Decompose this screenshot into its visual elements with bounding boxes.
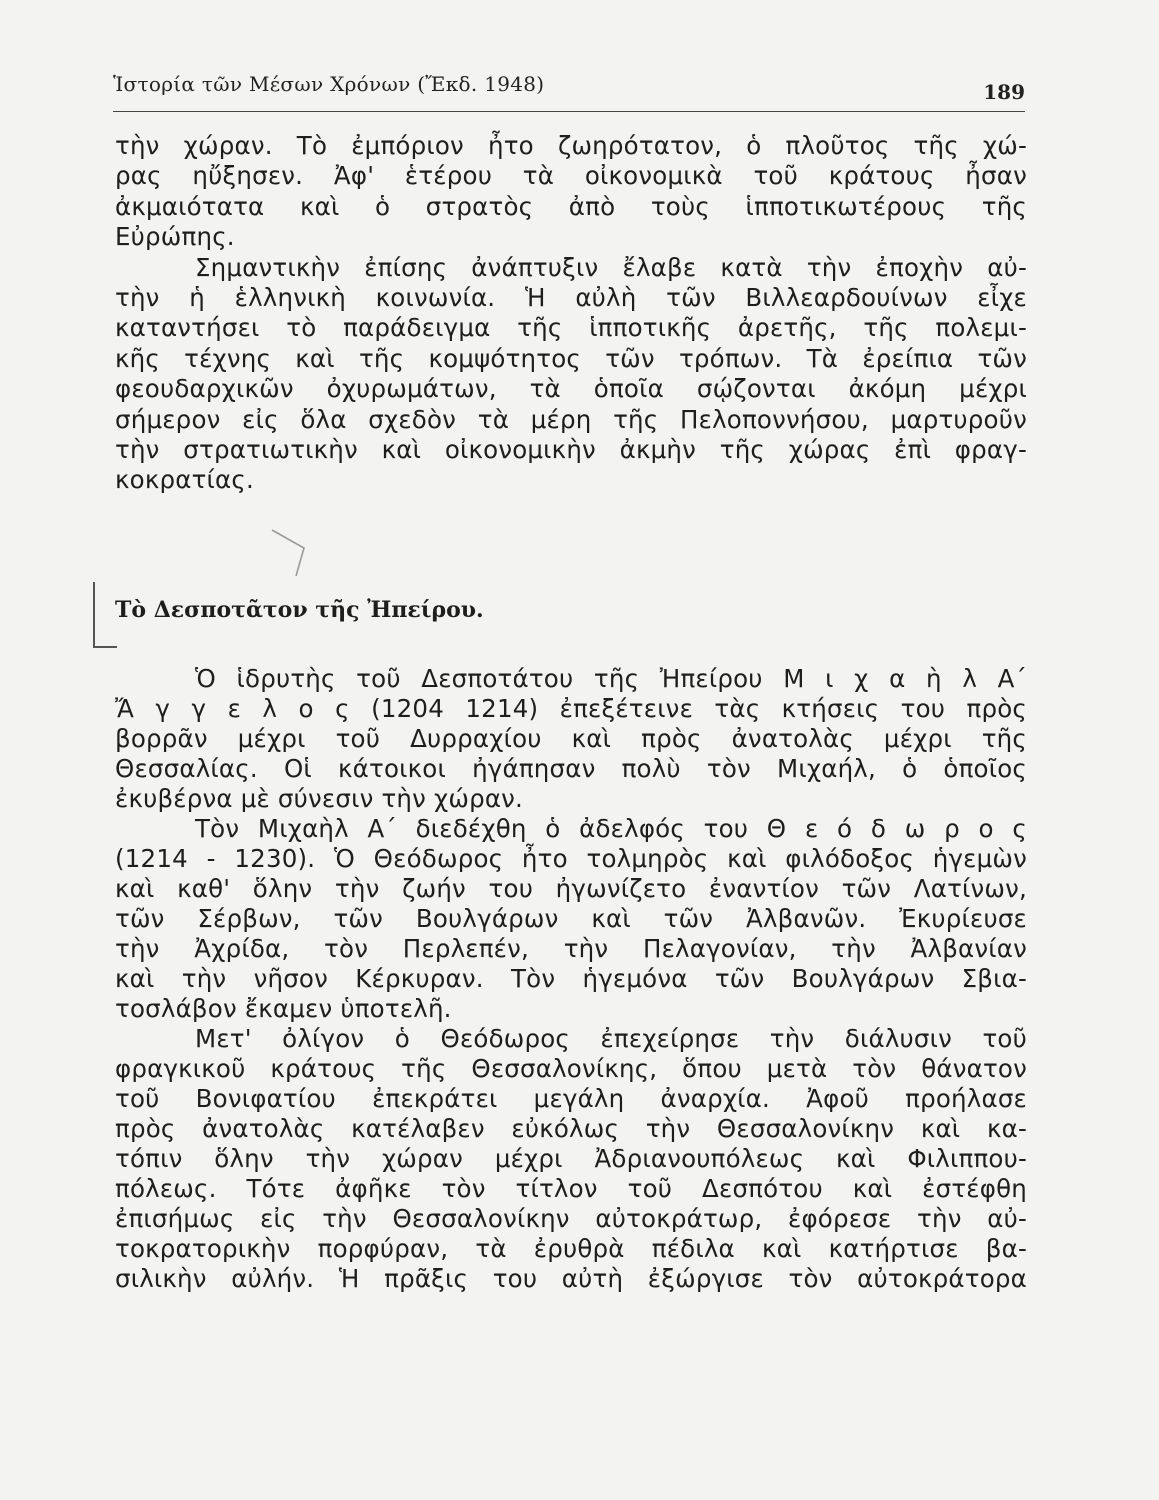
text-line: σήμερον εἰς ὅλα σχεδὸν τὰ μέρη τῆς Πελοποννήσου, μαρτυροῦν [115, 404, 1027, 434]
text-line: τὴν ἡ ἑλληνικὴ κοινωνία. Ἡ αὐλὴ τῶν Βιλλεαρδουίνων εἶχε [115, 282, 1027, 312]
text-line: Θεσσαλίας. Οἱ κάτοικοι ἠγάπησαν πολὺ τὸν Μιχαήλ, ὁ ὁποῖος [115, 754, 1027, 783]
text-line: Ὁ ἱδρυτὴς τοῦ Δεσποτάτου τῆς Ἠπείρου Μ ι χ α ὴ λ Α΄ [195, 664, 1027, 693]
header-title: Ἱστορία τῶν Μέσων Χρόνων (Ἔκδ. 1948) [113, 72, 545, 96]
text-line: τοσλάβον ἔκαμεν ὑποτελῆ. [115, 994, 452, 1023]
text-line: καὶ τὴν νῆσον Κέρκυραν. Τὸν ἡγεμόνα τῶν Βουλγάρων Σβια- [115, 964, 1027, 993]
text-line: Σημαντικὴν ἐπίσης ἀνάπτυξιν ἔλαβε κατὰ τὴν ἐποχὴν αὐ- [195, 252, 1027, 282]
paragraph-block-1 [115, 131, 1027, 496]
header-rule [113, 111, 1025, 112]
text-line: Τὸν Μιχαὴλ Α΄ διεδέχθη ὁ ἀδελφός του Θ ε ό δ ω ρ ο ς [195, 814, 1027, 843]
text-line: σιλικὴν αὐλήν. Ἡ πρᾶξις του αὐτὴ ἐξώργισε τὸν αὐτοκράτορα [115, 1264, 1027, 1293]
text-line: Ἄ γ γ ε λ ο ς (1204 1214) ἐπεξέτεινε τὰς κτήσεις του πρὸς [115, 694, 1027, 723]
text-line: ἐπισήμως εἰς τὴν Θεσσαλονίκην αὐτοκράτωρ, ἐφόρεσε τὴν αὐ- [115, 1204, 1027, 1233]
paragraph-block-2 [115, 664, 1027, 1294]
text-line: τοῦ Βονιφατίου ἐπεκράτει μεγάλη ἀναρχία. Ἀφοῦ προήλασε [115, 1084, 1027, 1113]
text-line: κοκρατίας. [115, 465, 254, 495]
text-line: τὴν Ἀχρίδα, τὸν Περλεπέν, τὴν Πελαγονίαν, τὴν Ἀλβανίαν [115, 934, 1027, 963]
text-line: ρας ηὔξησεν. Ἀφ' ἑτέρου τὰ οἰκονομικὰ τοῦ κράτους ἦσαν [115, 161, 1027, 191]
section-heading: Τὸ Δεσποτᾶτον τῆς Ἠπείρου. [115, 597, 484, 623]
text-line: πρὸς ἀνατολὰς κατέλαβεν εὐκόλως τὴν Θεσσαλονίκην καὶ κα- [115, 1114, 1027, 1143]
text-line: Εὐρώπης. [115, 222, 235, 252]
text-line: τῶν Σέρβων, τῶν Βουλγάρων καὶ τῶν Ἀλβανῶν. Ἐκυρίευσε [115, 904, 1027, 933]
text-line: κῆς τέχνης καὶ τῆς κομψότητος τῶν τρόπων. Τὰ ἐρείπια τῶν [115, 343, 1027, 373]
text-line: φραγκικοῦ κράτους τῆς Θεσσαλονίκης, ὅπου μετὰ τὸν θάνατον [115, 1054, 1027, 1083]
text-line: καταντήσει τὸ παράδειγμα τῆς ἱπποτικῆς ἀρετῆς, τῆς πολεμι- [115, 313, 1027, 343]
text-line: πόλεως. Τότε ἀφῆκε τὸν τίτλον τοῦ Δεσπότου καὶ ἐστέφθη [115, 1174, 1027, 1203]
text-line: φεουδαρχικῶν ὀχυρωμάτων, τὰ ὁποῖα σῴζονται ἀκόμη μέχρι [115, 374, 1027, 404]
pencil-annotation-mark [270, 526, 320, 586]
text-line: τόπιν ὅλην τὴν χώραν μέχρι Ἀδριανουπόλεως καὶ Φιλιππου- [115, 1144, 1027, 1173]
text-line: Μετ' ὀλίγον ὁ Θεόδωρος ἐπεχείρησε τὴν διάλυσιν τοῦ [195, 1024, 1027, 1053]
page-number: 189 [983, 80, 1025, 104]
text-line: βορρᾶν μέχρι τοῦ Δυρραχίου καὶ πρὸς ἀνατολὰς μέχρι τῆς [115, 724, 1027, 753]
text-line: τοκρατορικὴν πορφύραν, τὰ ἐρυθρὰ πέδιλα καὶ κατήρτισε βα- [115, 1234, 1027, 1263]
text-line: ἐκυβέρνα μὲ σύνεσιν τὴν χώραν. [115, 784, 524, 813]
text-line: τὴν χώραν. Τὸ ἐμπόριον ἦτο ζωηρότατον, ὁ πλοῦτος τῆς χώ- [115, 131, 1027, 160]
pencil-bracket-mark [93, 582, 117, 648]
text-line: (1214 - 1230). Ὁ Θεόδωρος ἦτο τολμηρὸς καὶ φιλόδοξος ἡγεμὼν [115, 844, 1027, 873]
text-line: ἀκμαιότατα καὶ ὁ στρατὸς ἀπὸ τοὺς ἱπποτικωτέρους τῆς [115, 191, 1027, 221]
text-line: καὶ καθ' ὅλην τὴν ζωήν του ἠγωνίζετο ἐναντίον τῶν Λατίνων, [115, 874, 1027, 903]
text-line: τὴν στρατιωτικὴν καὶ οἰκονομικὴν ἀκμὴν τῆς χώρας ἐπὶ φραγ- [115, 434, 1027, 464]
